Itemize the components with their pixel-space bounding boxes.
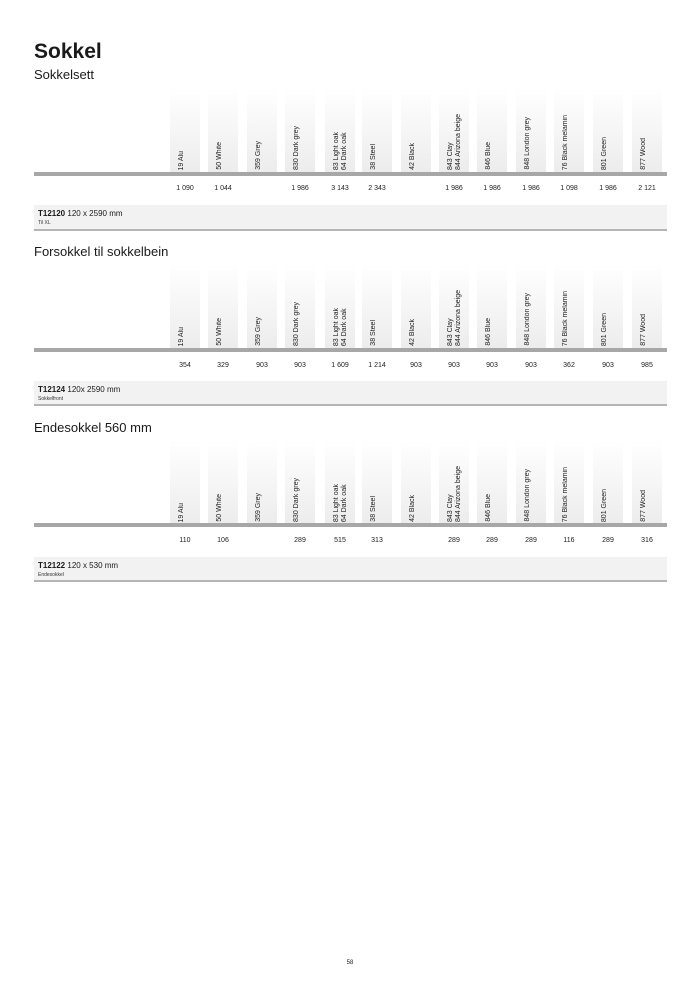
color-label: 846 Blue	[485, 318, 492, 346]
color-swatch	[516, 440, 546, 526]
price-cell: 1 986	[445, 185, 463, 192]
product-size: 120 x 2590 mm	[67, 209, 123, 218]
price-cell: 1 986	[599, 185, 617, 192]
color-swatch	[401, 264, 431, 350]
color-swatch	[401, 88, 431, 174]
color-swatch	[516, 264, 546, 350]
price-cell: 1 044	[214, 185, 232, 192]
color-swatch	[285, 440, 315, 526]
color-label: 42 Black	[409, 495, 416, 522]
product-description: Sokkelfront	[38, 396, 64, 402]
color-label: 848 London grey	[524, 469, 531, 522]
color-label: 848 London grey	[524, 117, 531, 170]
color-label: 76 Black melamin	[562, 466, 569, 522]
price-cell: 903	[602, 362, 614, 369]
color-swatch	[401, 440, 431, 526]
color-label: 846 Blue	[485, 494, 492, 522]
product-code: T12120	[38, 209, 66, 218]
product-description: Endesokkel	[38, 572, 64, 578]
color-label: 801 Green	[601, 488, 608, 522]
color-label: 42 Black	[409, 319, 416, 346]
price-cell: 1 609	[331, 362, 349, 369]
product-code: T12122	[38, 561, 66, 570]
price-cell: 3 143	[331, 185, 349, 192]
color-swatch	[632, 88, 662, 174]
section-heading: Endesokkel 560 mm	[34, 420, 152, 435]
color-label: 38 Steel	[370, 144, 377, 170]
price-cell: 1 986	[483, 185, 501, 192]
price-cell: 289	[294, 537, 306, 544]
color-label: 359 Grey	[255, 493, 262, 522]
section-bottom-divider	[34, 404, 667, 406]
color-label: 877 Wood	[640, 314, 647, 346]
price-cell: 289	[602, 537, 614, 544]
color-swatch	[554, 440, 584, 526]
color-label: 83 Light oak 64 Dark oak	[333, 483, 348, 522]
color-label: 359 Grey	[255, 317, 262, 346]
price-cell: 1 090	[176, 185, 194, 192]
price-cell: 116	[563, 537, 575, 544]
color-label: 83 Light oak 64 Dark oak	[333, 307, 348, 346]
price-cell: 903	[486, 362, 498, 369]
page-number: 58	[346, 960, 354, 966]
price-cell: 362	[563, 362, 575, 369]
price-cell: 316	[641, 537, 653, 544]
header-divider	[34, 172, 667, 176]
price-cell: 354	[179, 362, 191, 369]
color-swatch	[170, 88, 200, 174]
price-cell: 515	[334, 537, 346, 544]
product-size: 120 x 530 mm	[67, 561, 119, 570]
color-label: 38 Steel	[370, 496, 377, 522]
color-swatch	[247, 88, 277, 174]
color-label: 50 White	[216, 142, 223, 170]
color-label: 83 Light oak 64 Dark oak	[333, 131, 348, 170]
price-cell: 903	[525, 362, 537, 369]
product-row	[34, 381, 667, 405]
color-label: 843 Clay 844 Arizona beige	[447, 289, 462, 346]
product-code-line	[38, 209, 123, 218]
color-swatch	[632, 440, 662, 526]
color-swatch	[439, 440, 469, 526]
color-swatch	[247, 440, 277, 526]
price-cell: 313	[371, 537, 383, 544]
page-subtitle: Sokkelsett	[34, 67, 94, 82]
color-swatch	[362, 88, 392, 174]
color-swatch	[477, 88, 507, 174]
color-label: 19 Alu	[178, 502, 185, 522]
price-cell: 2 343	[368, 185, 386, 192]
color-swatch	[362, 264, 392, 350]
header-divider	[34, 523, 667, 527]
price-cell: 1 098	[560, 185, 578, 192]
color-swatch	[593, 264, 623, 350]
color-label: 50 White	[216, 494, 223, 522]
color-swatch	[362, 440, 392, 526]
price-cell: 903	[410, 362, 422, 369]
color-label: 38 Steel	[370, 320, 377, 346]
color-swatch-row	[34, 264, 667, 350]
color-swatch	[325, 440, 355, 526]
color-swatch	[439, 264, 469, 350]
color-swatch	[285, 264, 315, 350]
price-cell: 903	[294, 362, 306, 369]
color-label: 843 Clay 844 Arizona beige	[447, 465, 462, 522]
color-swatch	[632, 264, 662, 350]
price-cell: 289	[525, 537, 537, 544]
color-swatch	[439, 88, 469, 174]
product-code: T12124	[38, 385, 66, 394]
color-label: 359 Grey	[255, 141, 262, 170]
color-swatch	[170, 264, 200, 350]
color-swatch	[285, 88, 315, 174]
price-cell: 985	[641, 362, 653, 369]
color-label: 42 Black	[409, 143, 416, 170]
color-label: 50 White	[216, 318, 223, 346]
color-swatch	[477, 264, 507, 350]
color-swatch	[208, 88, 238, 174]
color-label: 76 Black melamin	[562, 114, 569, 170]
price-cell: 1 214	[368, 362, 386, 369]
color-label: 877 Wood	[640, 138, 647, 170]
color-swatch	[593, 440, 623, 526]
product-description: Til XL	[38, 220, 51, 226]
color-swatch	[247, 264, 277, 350]
section-heading: Forsokkel til sokkelbein	[34, 244, 169, 259]
color-label: 830 Dark grey	[293, 126, 300, 170]
color-swatch	[170, 440, 200, 526]
price-cell: 110	[179, 537, 191, 544]
color-swatch	[554, 88, 584, 174]
page-title: Sokkel	[34, 40, 102, 63]
product-row	[34, 205, 667, 229]
color-swatch-row	[34, 88, 667, 174]
color-swatch	[516, 88, 546, 174]
color-label: 801 Green	[601, 136, 608, 170]
price-cell: 1 986	[291, 185, 309, 192]
price-cell: 329	[217, 362, 229, 369]
color-label: 843 Clay 844 Arizona beige	[447, 113, 462, 170]
color-swatch	[593, 88, 623, 174]
color-swatch	[477, 440, 507, 526]
price-cell: 289	[486, 537, 498, 544]
color-label: 801 Green	[601, 312, 608, 346]
product-size: 120x 2590 mm	[67, 385, 121, 394]
price-cell: 1 986	[522, 185, 540, 192]
price-cell: 106	[217, 537, 229, 544]
color-label: 877 Wood	[640, 490, 647, 522]
color-swatch	[554, 264, 584, 350]
price-cell: 2 121	[638, 185, 656, 192]
color-label: 848 London grey	[524, 293, 531, 346]
section-bottom-divider	[34, 580, 667, 582]
color-swatch	[208, 264, 238, 350]
color-label: 846 Blue	[485, 142, 492, 170]
color-label: 19 Alu	[178, 326, 185, 346]
header-divider	[34, 348, 667, 352]
color-label: 830 Dark grey	[293, 478, 300, 522]
color-label: 19 Alu	[178, 150, 185, 170]
price-cell: 903	[448, 362, 460, 369]
color-swatch	[208, 440, 238, 526]
section-bottom-divider	[34, 229, 667, 231]
color-swatch	[325, 88, 355, 174]
color-label: 830 Dark grey	[293, 302, 300, 346]
color-swatch	[325, 264, 355, 350]
color-swatch-row	[34, 440, 667, 526]
product-row	[34, 557, 667, 581]
price-cell: 289	[448, 537, 460, 544]
price-cell: 903	[256, 362, 268, 369]
color-label: 76 Black melamin	[562, 290, 569, 346]
product-code-line	[38, 385, 120, 394]
product-code-line	[38, 561, 118, 570]
